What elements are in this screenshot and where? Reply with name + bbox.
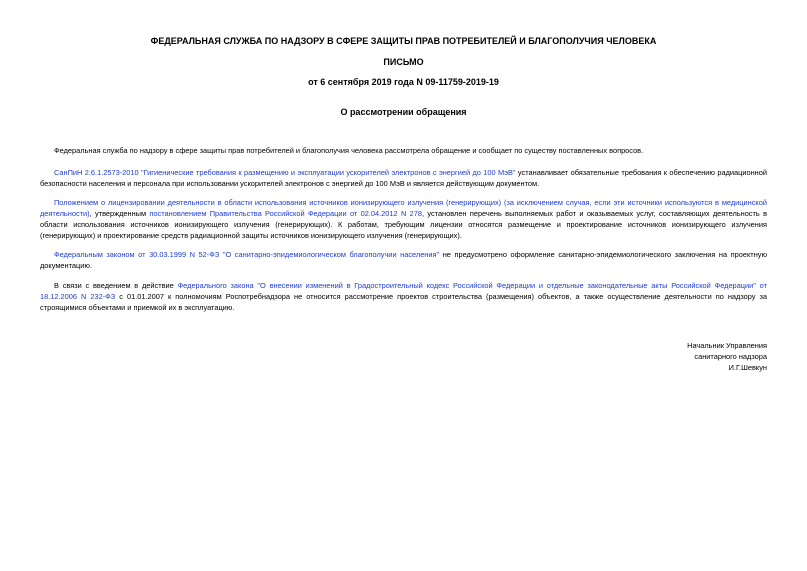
signature-department: санитарного надзора bbox=[694, 352, 767, 361]
sanpin-link[interactable]: СанПиН 2.6.1.2573-2010 "Гигиенические требования к размещению и эксплуатации ускорителей электронов с энергией до 100 МэВ" bbox=[54, 168, 516, 177]
paragraph-3-text-2: , установлен перечень выполняемых работ и оказываемых услуг, составляющих деятельность в области использования источников ионизирующего излучения (генерирующих). К работам, требующим лицензии относятся размещение и проектирование источников ионизирующего излучения (генерирующих) и проектирование средств радиационной защиты источников ионизирующего излучения (генерирующих). bbox=[40, 209, 767, 240]
federal-law-52-link[interactable]: Федеральным законом от 30.03.1999 N 52-ФЗ "О санитарно-эпидемиологическом благополучии населения" bbox=[54, 250, 440, 259]
document-date-number: от 6 сентября 2019 года N 09-11759-2019-19 bbox=[308, 77, 499, 87]
paragraph-5-text-1: В связи с введением в действие bbox=[54, 281, 178, 290]
paragraph-5 bbox=[40, 280, 767, 313]
document-subject: О рассмотрении обращения bbox=[340, 107, 467, 117]
signature-block bbox=[547, 340, 767, 373]
paragraph-2-text: устанавливает обязательные требования к обеспечению радиационной безопасности населения и персонала при использовании ускорителей электронов с энергией до 100 МэВ и является действующим документом. bbox=[40, 168, 767, 188]
paragraph-4-text: не предусмотрено оформление санитарно-эпидемиологического заключения на проектную документацию. bbox=[40, 250, 768, 270]
paragraph-3-text-1: , утвержденным bbox=[89, 209, 150, 218]
federal-law-232-link[interactable]: Федерального закона "О внесении изменений в Градостроительный кодекс Российской Федерации и отдельные законодательные акты Российской Федерации" от 18.12.2006 N 232-ФЗ bbox=[40, 281, 767, 301]
agency-title: ФЕДЕРАЛЬНАЯ СЛУЖБА ПО НАДЗОРУ В СФЕРЕ ЗАЩИТЫ ПРАВ ПОТРЕБИТЕЛЕЙ И БЛАГОПОЛУЧИЯ ЧЕЛОВЕКА bbox=[150, 36, 657, 46]
government-decree-link[interactable]: постановлением Правительства Российской Федерации от 02.04.2012 N 278 bbox=[149, 209, 422, 218]
signature-position: Начальник Управления bbox=[687, 341, 767, 350]
paragraph-3 bbox=[40, 197, 767, 241]
paragraph-1-text: Федеральная служба по надзору в сфере защиты прав потребителей и благополучия человека рассмотрела обращение и сообщает по существу поставленных вопросов. bbox=[54, 146, 644, 155]
paragraph-1 bbox=[40, 145, 767, 156]
paragraph-2 bbox=[40, 167, 767, 189]
document-type: ПИСЬМО bbox=[383, 57, 424, 67]
licensing-regulation-link[interactable]: Положением о лицензировании деятельности в области использования источников ионизирующего излучения (генерирующих) (за исключением случая, если эти источники используются в медицинской деятельности) bbox=[40, 198, 767, 218]
signature-name: И.Г.Шевкун bbox=[728, 363, 767, 372]
paragraph-4 bbox=[40, 249, 767, 271]
paragraph-5-text-2: с 01.01.2007 к полномочиям Роспотребнадзора не относится рассмотрение проектов строительства (размещения) объектов, а также осуществление деятельности по надзору за строящимися объектами и приемкой их в эксплуатацию. bbox=[40, 292, 767, 312]
